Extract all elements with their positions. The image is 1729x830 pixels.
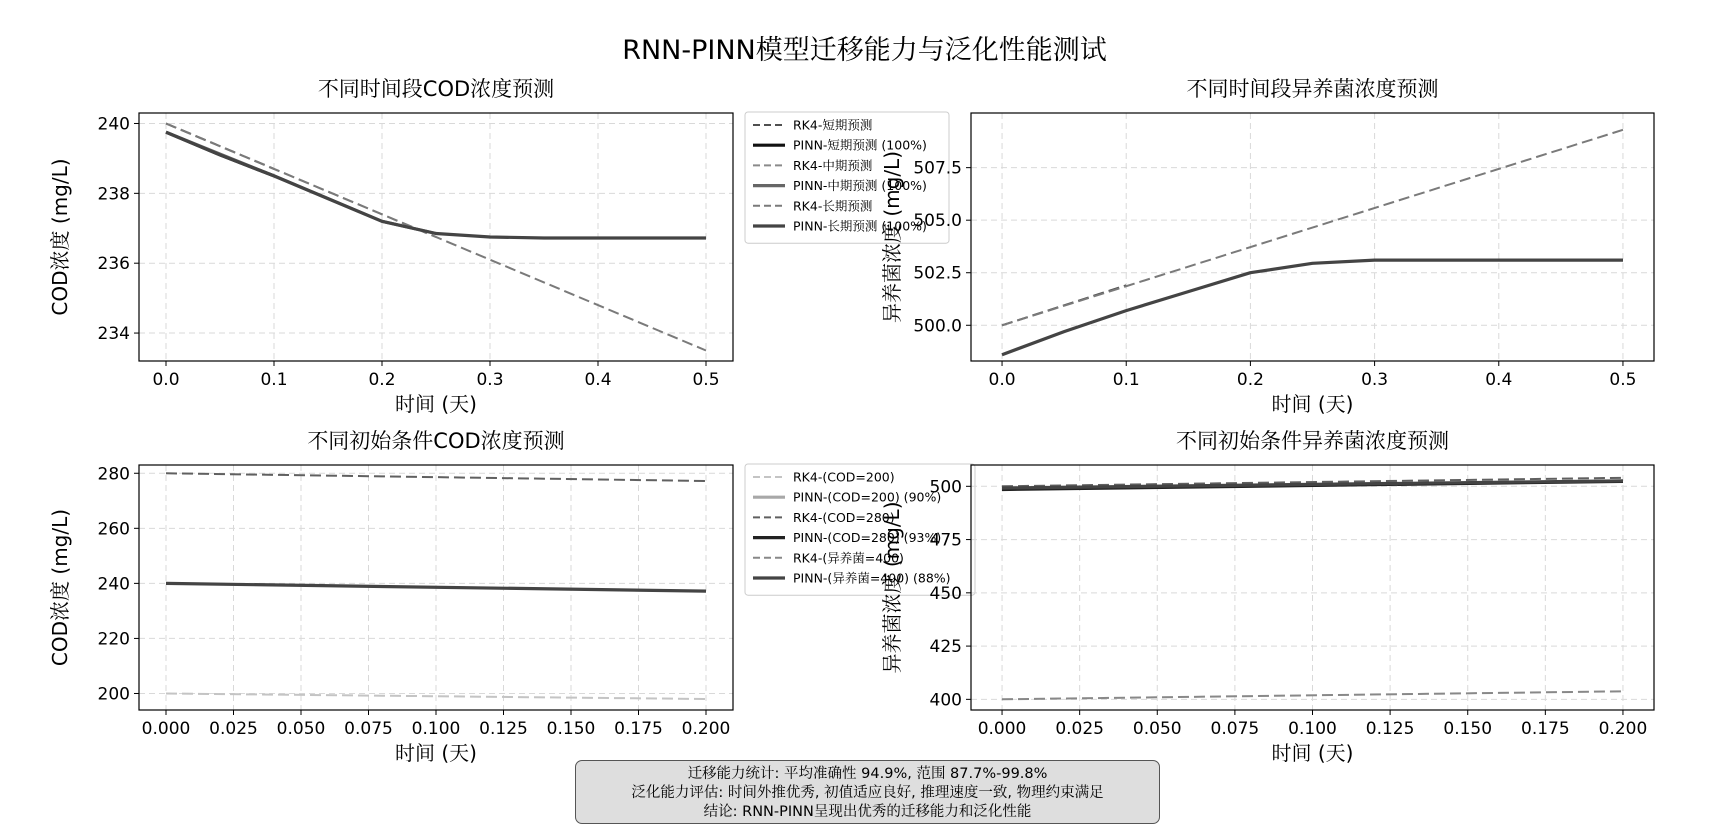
x-tick-label: 0.000 [977,719,1027,739]
subplot-title: 不同时间段异养菌浓度预测 [1186,77,1439,101]
x-tick-label: 0.025 [209,719,258,739]
plot-frame [971,113,1654,361]
y-tick-label: 450 [929,583,962,604]
x-tick-label: 0.100 [411,719,461,739]
legend-label: PINN-短期预测 (100%) [793,137,927,153]
y-tick-label: 500 [929,477,962,498]
x-tick-label: 0.1 [1112,370,1140,390]
x-tick-label: 0.100 [1288,719,1337,739]
legend-label: RK4-(异养菌=400) [793,550,904,566]
x-tick-label: 0.200 [1598,719,1648,739]
summary-line: 泛化能力评估: 时间外推优秀, 初值适应良好, 推理速度一致, 物理约束满足 [631,785,1104,801]
series-line [1002,260,1623,355]
figure-title: RNN-PINN模型迁移能力与泛化性能测试 [622,35,1107,66]
y-axis-label: 异养菌浓度 (mg/L) [880,501,904,674]
x-tick-label: 0.2 [1236,370,1264,390]
legend-label: RK4-中期预测 [793,157,873,173]
x-tick-label: 0.050 [276,719,326,739]
x-tick-label: 0.075 [1210,719,1260,739]
series-line [166,132,436,233]
y-tick-label: 240 [97,114,130,135]
x-axis-label: 时间 (天) [1271,392,1354,416]
y-axis-label: 异养菌浓度 (mg/L) [880,150,904,324]
x-tick-label: 0.3 [476,370,504,390]
x-tick-label: 0.0 [988,370,1016,390]
legend-label: PINN-(COD=280) (93%) [793,530,942,546]
x-tick-label: 0.050 [1132,719,1182,739]
y-tick-label: 220 [97,629,130,650]
x-tick-label: 0.5 [692,370,720,390]
x-tick-label: 0.150 [546,719,596,739]
x-tick-label: 0.125 [479,719,528,739]
y-axis-label: COD浓度 (mg/L) [48,158,72,316]
series-line [1002,130,1623,325]
y-tick-label: 200 [97,684,130,705]
x-tick-label: 0.025 [1055,719,1104,739]
x-tick-label: 0.200 [681,719,731,739]
x-tick-label: 0.175 [1521,719,1570,739]
y-tick-label: 238 [97,184,130,205]
x-tick-label: 0.125 [1365,719,1415,739]
x-tick-label: 0.5 [1609,370,1637,390]
y-axis-label: COD浓度 (mg/L) [48,508,72,667]
y-tick-label: 240 [97,574,130,595]
legend-label: PINN-中期预测 (100%) [793,178,927,194]
x-tick-label: 0.0 [152,370,180,390]
y-tick-label: 280 [97,464,130,485]
summary-box [575,760,1160,824]
series-line [166,132,706,238]
legend-label: PINN-长期预测 (100%) [793,218,927,234]
x-axis-label: 时间 (天) [395,392,477,416]
x-tick-label: 0.175 [614,719,663,739]
x-axis-label: 时间 (天) [395,741,477,765]
y-tick-label: 502.5 [913,263,962,284]
x-tick-label: 0.1 [260,370,288,390]
x-tick-label: 0.075 [344,719,393,739]
y-tick-label: 236 [97,254,130,275]
legend-label: RK4-(COD=280) [793,509,895,525]
subplot-title: 不同时间段COD浓度预测 [317,77,555,101]
x-tick-label: 0.2 [368,370,396,390]
legend-label: RK4-长期预测 [793,198,873,214]
x-axis-label: 时间 (天) [1271,741,1354,765]
y-tick-label: 500.0 [913,316,962,337]
x-tick-label: 0.3 [1361,370,1389,390]
legend-label: RK4-短期预测 [793,117,873,133]
legend-label: PINN-(异养菌=400) (88%) [793,570,951,586]
y-tick-label: 425 [929,637,962,658]
subplot-title: 不同初始条件COD浓度预测 [307,429,565,453]
x-tick-label: 0.4 [1485,370,1513,390]
y-tick-label: 260 [97,519,130,540]
x-tick-label: 0.150 [1443,719,1493,739]
y-tick-label: 475 [929,530,962,551]
subplot-title: 不同初始条件异养菌浓度预测 [1176,429,1449,453]
legend-label: PINN-(COD=200) (90%) [793,489,942,505]
summary-line: 结论: RNN-PINN呈现出优秀的迁移能力和泛化性能 [703,804,1032,820]
y-tick-label: 400 [929,690,962,711]
y-tick-label: 505.0 [913,211,962,232]
summary-line: 迁移能力统计: 平均准确性 94.9%, 范围 87.7%-99.8% [687,766,1048,782]
legend-label: RK4-(COD=200) [793,469,895,485]
y-tick-label: 507.5 [913,158,962,179]
y-tick-label: 234 [97,324,130,345]
x-tick-label: 0.4 [584,370,612,390]
x-tick-label: 0.000 [141,719,191,739]
